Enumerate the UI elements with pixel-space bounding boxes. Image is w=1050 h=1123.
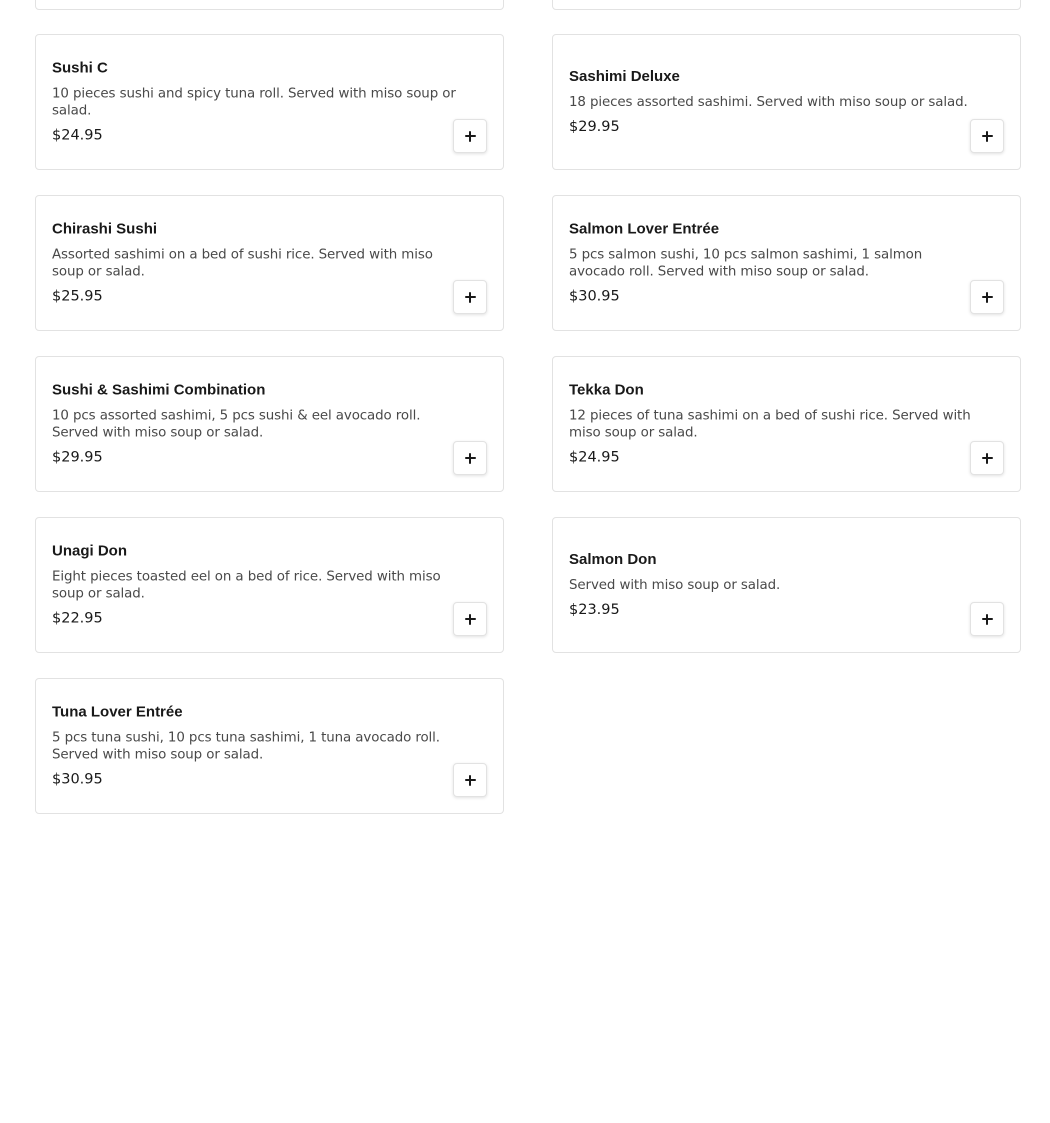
menu-item-info xyxy=(52,704,463,789)
add-item-button[interactable] xyxy=(453,602,487,636)
menu-item-info xyxy=(52,221,463,306)
menu-item-name: Sashimi Deluxe xyxy=(569,68,680,85)
menu-item-name: Tuna Lover Entrée xyxy=(52,703,183,721)
menu-item-card[interactable] xyxy=(35,678,504,814)
menu-item-card[interactable] xyxy=(35,356,504,492)
menu-item-card[interactable] xyxy=(35,195,504,331)
add-item-button[interactable] xyxy=(453,441,487,475)
plus-icon xyxy=(982,292,993,303)
menu-item-card[interactable] xyxy=(35,34,504,170)
add-item-button[interactable] xyxy=(970,280,1004,314)
menu-item-price: $25.95 xyxy=(52,288,103,305)
add-item-button[interactable] xyxy=(453,763,487,797)
menu-item-description: 18 pieces assorted sashimi. Served with miso soup or salad. xyxy=(569,95,968,110)
menu-item-name: Sushi C xyxy=(52,59,108,77)
menu-item-info xyxy=(569,68,980,136)
menu-item-price: $29.95 xyxy=(52,449,103,466)
menu-item-price: $24.95 xyxy=(569,449,620,466)
menu-item-price: $24.95 xyxy=(52,127,103,144)
menu-item-name: Unagi Don xyxy=(52,542,127,560)
menu-item-card-partial[interactable] xyxy=(552,0,1021,10)
menu-item-info xyxy=(52,382,463,467)
menu-item-info xyxy=(569,551,980,619)
menu-item-name: Chirashi Sushi xyxy=(52,220,158,238)
menu-item-card[interactable] xyxy=(35,517,504,653)
menu-item-description: 5 pcs salmon sushi, 10 pcs salmon sashimi, 1 salmon avocado roll. Served with miso soup or salad. xyxy=(569,247,923,280)
menu-item-description: 5 pcs tuna sushi, 10 pcs tuna sashimi, 1 tuna avocado roll. Served with miso soup or salad. xyxy=(52,730,440,763)
plus-icon xyxy=(982,614,993,625)
plus-icon xyxy=(465,131,476,142)
menu-item-info xyxy=(52,60,463,145)
menu-item-card-partial[interactable] xyxy=(35,0,504,10)
menu-item-price: $30.95 xyxy=(569,288,620,305)
plus-icon xyxy=(465,775,476,786)
menu-item-description: Served with miso soup or salad. xyxy=(569,578,781,593)
menu-item-info xyxy=(569,382,980,467)
add-item-button[interactable] xyxy=(970,441,1004,475)
plus-icon xyxy=(982,453,993,464)
menu-item-name: Sushi & Sashimi Combination xyxy=(52,381,266,399)
plus-icon xyxy=(982,131,993,142)
plus-icon xyxy=(465,453,476,464)
menu-item-description: Eight pieces toasted eel on a bed of rice. Served with miso soup or salad. xyxy=(52,569,441,602)
menu-item-description: 12 pieces of tuna sashimi on a bed of sushi rice. Served with miso soup or salad. xyxy=(569,408,971,441)
menu-item-name: Salmon Lover Entrée xyxy=(569,220,720,238)
menu-item-name: Salmon Don xyxy=(569,551,657,568)
menu-item-price: $29.95 xyxy=(569,119,620,135)
plus-icon xyxy=(465,614,476,625)
menu-item-price: $22.95 xyxy=(52,610,103,627)
menu-item-description: Assorted sashimi on a bed of sushi rice. Served with miso soup or salad. xyxy=(52,247,433,280)
menu-item-card[interactable] xyxy=(552,195,1021,331)
menu-item-card[interactable] xyxy=(552,34,1021,170)
menu-item-info xyxy=(52,543,463,628)
menu-item-description: 10 pieces sushi and spicy tuna roll. Served with miso soup or salad. xyxy=(52,86,456,119)
add-item-button[interactable] xyxy=(970,119,1004,153)
menu-item-info xyxy=(569,221,980,306)
menu-item-description: 10 pcs assorted sashimi, 5 pcs sushi & eel avocado roll. Served with miso soup or salad. xyxy=(52,408,421,441)
plus-icon xyxy=(465,292,476,303)
menu-item-card[interactable] xyxy=(552,356,1021,492)
menu-item-price: $30.95 xyxy=(52,771,103,788)
add-item-button[interactable] xyxy=(453,119,487,153)
menu-item-price: $23.95 xyxy=(569,602,620,618)
add-item-button[interactable] xyxy=(970,602,1004,636)
add-item-button[interactable] xyxy=(453,280,487,314)
menu-item-card[interactable] xyxy=(552,517,1021,653)
menu-item-name: Tekka Don xyxy=(569,381,644,399)
